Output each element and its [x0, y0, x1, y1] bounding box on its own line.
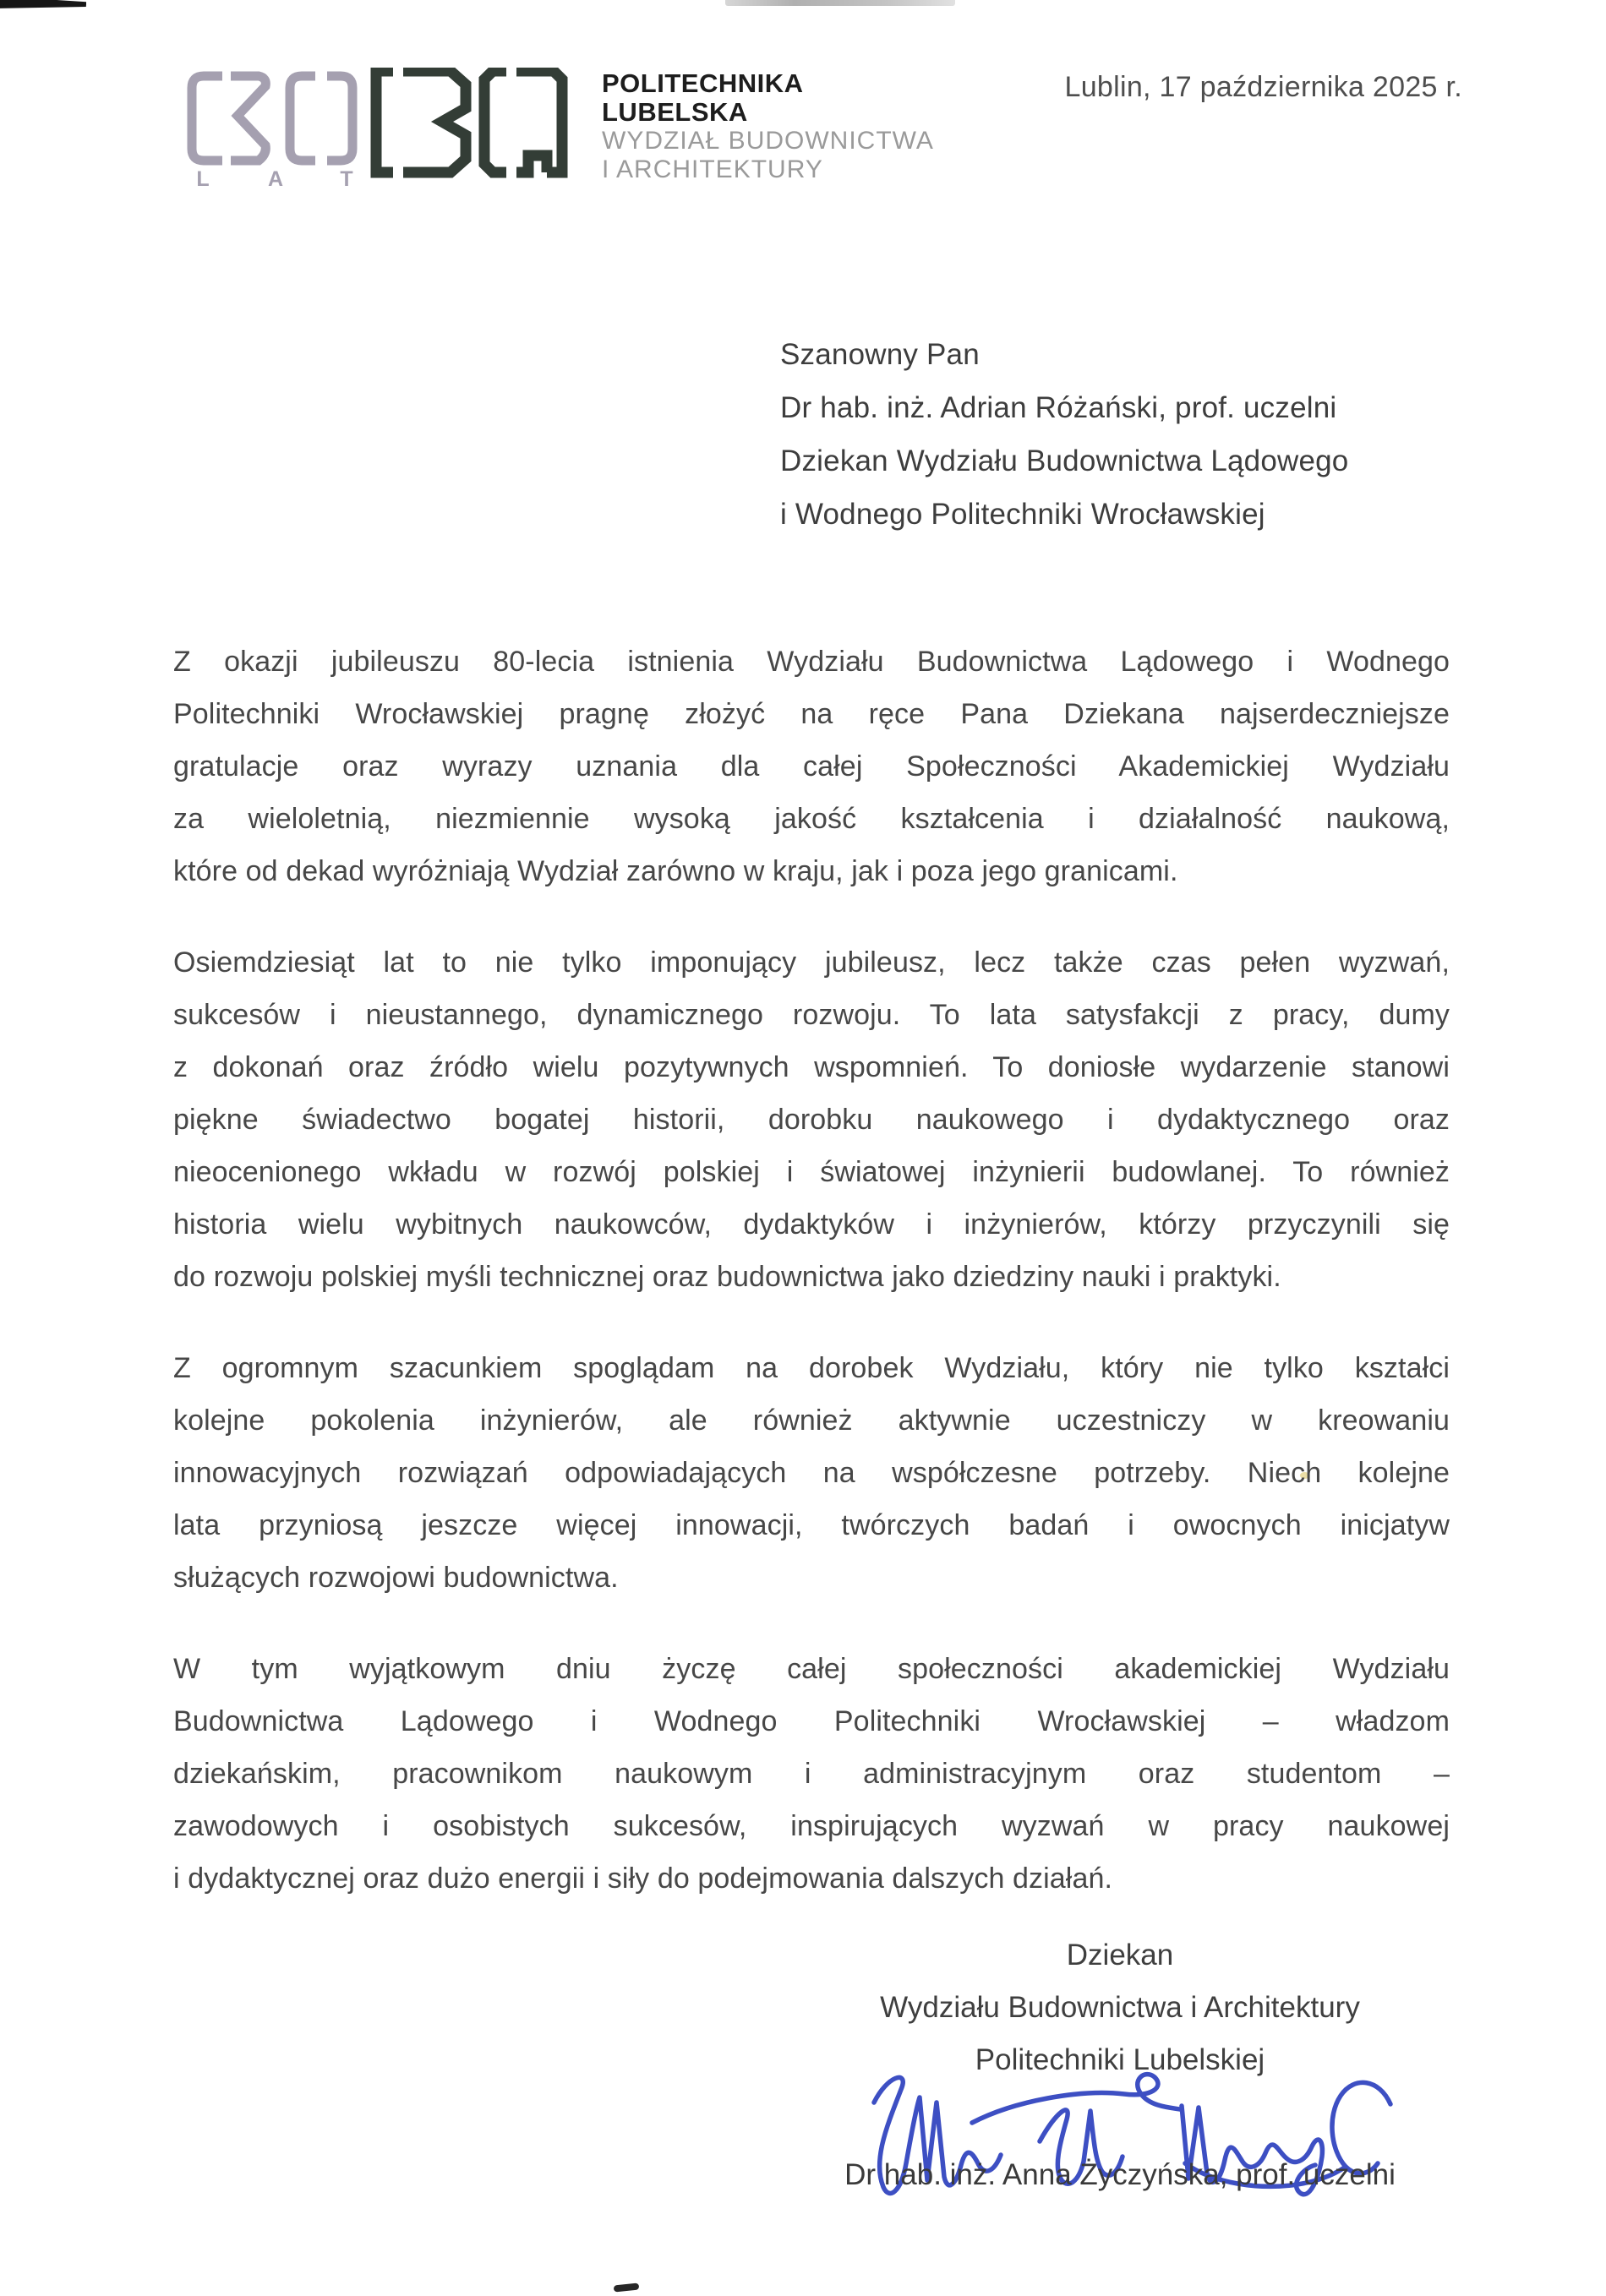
body-line: lata przyniosą jeszcze więcej innowacji, twórczych badań i owocnych inicjatyw: [173, 1509, 1450, 1541]
recipient-title-line2: i Wodnego Politechniki Wrocławskiej: [780, 498, 1265, 531]
body-line: gratulacje oraz wyrazy uznania dla całej Społeczności Akademickiej Wydziału: [173, 750, 1450, 783]
logo-lat-letter-l: L: [196, 167, 210, 191]
signer-faculty: Wydziału Budownictwa i Architektury: [880, 1991, 1360, 2024]
body-line: Z okazji jubileuszu 80-lecia istnienia Wydziału Budownictwa Lądowego i Wodnego: [173, 646, 1450, 678]
signer-role: Dziekan: [1066, 1939, 1174, 1972]
faculty-anniversary-logo: [182, 68, 587, 191]
recipient-block: [780, 328, 1348, 541]
body-line: za wieloletnią, niezmiennie wysoką jakość kształcenia i działalność naukową,: [173, 803, 1450, 835]
body-line: nieocenionego wkładu w rozwój polskiej i światowej inżynierii budowlanej. To również: [173, 1156, 1450, 1188]
faculty-name-line2: I ARCHITEKTURY: [602, 155, 823, 183]
faculty-name-line1: WYDZIAŁ BUDOWNICTWA: [602, 127, 934, 155]
body-line: do rozwoju polskiej myśli technicznej oraz budownictwa jako dziedziny nauki i praktyki.: [173, 1261, 1281, 1293]
scan-smudge-bottom: [614, 2282, 640, 2292]
scan-smudge-top-left: [0, 0, 86, 12]
place-and-date: Lublin, 17 października 2025 r.: [1064, 71, 1462, 103]
body-line: Politechniki Wrocławskiej pragnę złożyć na ręce Pana Dziekana najserdeczniejsze: [173, 698, 1450, 730]
scan-smudge-top-center: [725, 0, 955, 6]
recipient-name: Dr hab. inż. Adrian Różański, prof. uczelni: [780, 391, 1337, 424]
logo-30-lat-ba-icon: [182, 68, 587, 186]
body-line: które od dekad wyróżniają Wydział zarówno w kraju, jak i poza jego granicami.: [173, 855, 1178, 887]
recipient-salutation: Szanowny Pan: [780, 338, 980, 371]
body-line: służących rozwojowi budownictwa.: [173, 1562, 619, 1594]
paragraph-4: [173, 1643, 1450, 1905]
body-line: z dokonań oraz źródło wielu pozytywnych wspomnień. To doniosłe wydarzenie stanowi: [173, 1051, 1450, 1083]
letter-body: [173, 635, 1450, 1905]
letterhead-institution: [602, 69, 934, 184]
signer-university: Politechniki Lubelskiej: [975, 2043, 1265, 2076]
body-line: Budownictwa Lądowego i Wodnego Politechniki Wrocławskiej – władzom: [173, 1705, 1450, 1737]
body-line: sukcesów i nieustannego, dynamicznego rozwoju. To lata satysfakcji z pracy, dumy: [173, 999, 1450, 1031]
body-line: Z ogromnym szacunkiem spoglądam na dorobek Wydziału, który nie tylko kształci: [173, 1352, 1450, 1384]
logo-lat-letter-a: A: [267, 167, 284, 191]
paragraph-3: [173, 1342, 1450, 1604]
signer-name: Dr hab. inż. Anna Życzyńska, prof. uczelni: [844, 2158, 1396, 2191]
paragraph-2: [173, 936, 1450, 1303]
body-line: Osiemdziesiąt lat to nie tylko imponujący jubileusz, lecz także czas pełen wyzwań,: [173, 946, 1450, 979]
body-line: innowacyjnych rozwiązań odpowiadających na współczesne potrzeby. Niech kolejne: [173, 1457, 1450, 1489]
logo-lat-letter-t: T: [340, 167, 353, 191]
body-line: piękne świadectwo bogatej historii, dorobku naukowego i dydaktycznego oraz: [173, 1104, 1450, 1136]
body-line: historia wielu wybitnych naukowców, dydaktyków i inżynierów, którzy przyczynili się: [173, 1208, 1450, 1241]
body-line: zawodowych i osobistych sukcesów, inspirujących wyzwań w pracy naukowej: [173, 1810, 1450, 1842]
body-line: i dydaktycznej oraz dużo energii i siły do podejmowania dalszych działań.: [173, 1862, 1113, 1895]
body-line: kolejne pokolenia inżynierów, ale również aktywnie uczestniczy w kreowaniu: [173, 1404, 1450, 1437]
recipient-title-line1: Dziekan Wydziału Budownictwa Lądowego: [780, 444, 1349, 477]
body-line: dziekańskim, pracownikom naukowym i administracyjnym oraz studentom –: [173, 1758, 1450, 1790]
body-line: W tym wyjątkowym dniu życzę całej społeczności akademickiej Wydziału: [173, 1653, 1450, 1685]
institution-name-line2: LUBELSKA: [602, 97, 748, 127]
paragraph-1: [173, 635, 1450, 897]
institution-name-line1: POLITECHNIKA: [602, 68, 804, 98]
